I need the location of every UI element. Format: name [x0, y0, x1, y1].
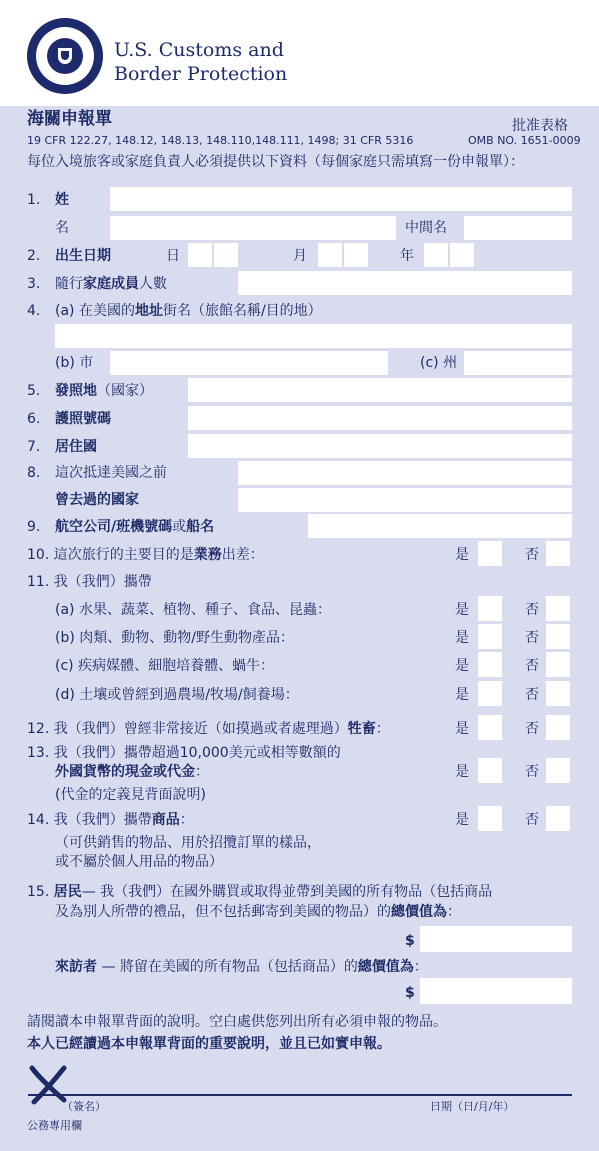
q11a-no-box[interactable] — [546, 596, 570, 621]
street-address-field[interactable] — [55, 324, 572, 348]
flight-number-field[interactable] — [308, 514, 572, 538]
dob-day-field-2[interactable] — [214, 243, 238, 267]
q11a-no-label: 否 — [525, 602, 539, 618]
agency-line-2: Border Protection — [114, 63, 288, 85]
q3-label: 隨行家庭成員人數 — [55, 276, 167, 292]
countries-visited-field-2[interactable] — [238, 488, 572, 512]
resident-total-value-field[interactable] — [420, 926, 572, 952]
q8-label-b: 曾去過的國家 — [55, 492, 139, 508]
certification-statement: 本人已經讀過本申報單背面的重要說明，並且已如實申報。 — [27, 1036, 391, 1052]
dob-year-field-1[interactable] — [424, 243, 448, 267]
agency-name — [114, 38, 287, 86]
dob-month-field-2[interactable] — [344, 243, 368, 267]
q14-note-1: （可供銷售的物品、用於招攬訂單的樣品， — [55, 835, 321, 851]
q14-label: 14. 我（我們）攜帶商品： — [27, 812, 194, 828]
q11d-label: (d) 土壤或曾經到過農場/牧場/飼養場： — [55, 687, 299, 703]
q10-yes-box[interactable] — [478, 541, 502, 566]
passport-number-field[interactable] — [188, 406, 572, 430]
dob-month-label: 月 — [293, 248, 307, 264]
q3-number: 3. — [27, 276, 41, 292]
surname-field[interactable] — [110, 187, 572, 211]
q13-label-b: 外國貨幣的現金或代金： — [55, 764, 209, 780]
first-name-field[interactable] — [110, 216, 396, 240]
q11d-yes-box[interactable] — [478, 681, 502, 706]
state-field[interactable] — [464, 351, 572, 375]
dob-year-label: 年 — [400, 248, 414, 264]
city-label: (b) 市 — [55, 355, 94, 371]
q11a-label: (a) 水果、蔬菜、植物、種子、食品、昆蟲： — [55, 602, 331, 618]
cfr-reference: 19 CFR 122.27, 148.12, 148.13, 148.110,148.111, 1498; 31 CFR 5316 — [27, 134, 414, 147]
q14-no-box[interactable] — [546, 806, 570, 831]
q13-no-box[interactable] — [546, 758, 570, 783]
agency-line-1: U.S. Customs and — [114, 39, 284, 61]
q12-yes-label: 是 — [455, 721, 469, 737]
q11-label: 11. 我（我們）攜帶 — [27, 574, 152, 590]
signature-line[interactable] — [28, 1094, 572, 1096]
q12-no-box[interactable] — [546, 715, 570, 740]
q11b-label: (b) 肉類、動物、動物/野生動物產品： — [55, 630, 294, 646]
dob-year-field-2[interactable] — [450, 243, 474, 267]
q8-label: 這次抵達美國之前 — [55, 465, 167, 481]
q12-label: 12. 我（我們）曾經非常接近（如摸過或者處理過）牲畜： — [27, 721, 390, 737]
q14-no-label: 否 — [525, 812, 539, 828]
q15-line-2: 及為別人所帶的禮品，但不包括郵寄到美國的物品）的總價值為： — [55, 904, 461, 920]
visitor-total-value-field[interactable] — [420, 978, 572, 1004]
q14-note-2: 或不屬於個人用品的物品） — [55, 854, 223, 870]
q2-label: 出生日期 — [55, 248, 111, 264]
dhs-seal-icon — [27, 18, 103, 94]
q9-number: 9. — [27, 519, 41, 535]
dob-day-field-1[interactable] — [188, 243, 212, 267]
dob-day-label: 日 — [166, 248, 180, 264]
city-field[interactable] — [110, 351, 388, 375]
q15-line-1: 15. 居民— 我（我們）在國外購買或取得並帶到美國的所有物品（包括商品 — [27, 884, 493, 900]
date-label: 日期（日/月/年） — [430, 1100, 515, 1113]
q13-no-label: 否 — [525, 764, 539, 780]
q1-label: 姓 — [55, 192, 69, 208]
omb-number: OMB NO. 1651-0009 — [468, 134, 581, 147]
signature-label: （簽名） — [62, 1100, 106, 1113]
read-instructions-note: 請閱讀本申報單背面的說明。空白處供您列出所有必須申報的物品。 — [27, 1014, 447, 1030]
first-name-label: 名 — [55, 220, 69, 236]
q6-number: 6. — [27, 411, 41, 427]
q11d-yes-label: 是 — [455, 687, 469, 703]
q11c-no-label: 否 — [525, 658, 539, 674]
q13-label: 13. 我（我們）攜帶超過10,000美元或相等數額的 — [27, 745, 341, 761]
q10-label: 10. 這次旅行的主要目的是業務出差： — [27, 547, 264, 563]
approval-label: 批准表格 — [512, 118, 568, 134]
q14-yes-box[interactable] — [478, 806, 502, 831]
visitor-dollar-sign: $ — [405, 985, 415, 1001]
q12-yes-box[interactable] — [478, 715, 502, 740]
q7-label: 居住國 — [55, 439, 97, 455]
residence-country-field[interactable] — [188, 434, 572, 458]
official-use-label: 公務專用欄 — [27, 1119, 82, 1132]
q6-label: 護照號碼 — [55, 411, 111, 427]
q11d-no-label: 否 — [525, 687, 539, 703]
q8-number: 8. — [27, 465, 41, 481]
q10-no-box[interactable] — [546, 541, 570, 566]
q13-note: (代金的定義見背面說明) — [55, 787, 206, 803]
q5-number: 5. — [27, 383, 41, 399]
q7-number: 7. — [27, 439, 41, 455]
q12-no-label: 否 — [525, 721, 539, 737]
q11a-yes-box[interactable] — [478, 596, 502, 621]
q13-yes-label: 是 — [455, 764, 469, 780]
q10-no-label: 否 — [525, 547, 539, 563]
state-label: (c) 州 — [420, 355, 458, 371]
resident-dollar-sign: $ — [405, 933, 415, 949]
q13-yes-box[interactable] — [478, 758, 502, 783]
q14-yes-label: 是 — [455, 812, 469, 828]
instruction-text: 每位入境旅客或家庭負責人必須提供以下資料（每個家庭只需填寫一份申報單）： — [27, 154, 524, 170]
q11b-no-box[interactable] — [546, 624, 570, 649]
q11a-yes-label: 是 — [455, 602, 469, 618]
q11c-yes-box[interactable] — [478, 652, 502, 677]
middle-name-label: 中間名 — [405, 220, 447, 236]
q11d-no-box[interactable] — [546, 681, 570, 706]
form-title: 海關申報單 — [27, 109, 112, 129]
q11b-yes-box[interactable] — [478, 624, 502, 649]
q15-visitor: 來訪者 — 將留在美國的所有物品（包括商品）的總價值為： — [55, 959, 428, 975]
countries-visited-field-1[interactable] — [238, 461, 572, 485]
family-members-field[interactable] — [238, 271, 572, 295]
q4-label: (a) 在美國的地址街名（旅館名稱/目的地） — [55, 303, 322, 319]
q11c-label: (c) 疾病媒體、細胞培養體、蝸牛： — [55, 658, 275, 674]
issuing-country-field[interactable] — [188, 378, 572, 402]
q11c-yes-label: 是 — [455, 658, 469, 674]
dob-month-field-1[interactable] — [318, 243, 342, 267]
q1-number: 1. — [27, 192, 41, 208]
middle-name-field[interactable] — [464, 216, 572, 240]
header — [0, 0, 599, 106]
q4-number: 4. — [27, 303, 41, 319]
q2-number: 2. — [27, 248, 41, 264]
q10-yes-label: 是 — [455, 547, 469, 563]
q11b-no-label: 否 — [525, 630, 539, 646]
q5-label: 發照地（國家） — [55, 383, 153, 399]
q11b-yes-label: 是 — [455, 630, 469, 646]
q11c-no-box[interactable] — [546, 652, 570, 677]
q9-label: 航空公司/班機號碼或船名 — [55, 519, 215, 535]
